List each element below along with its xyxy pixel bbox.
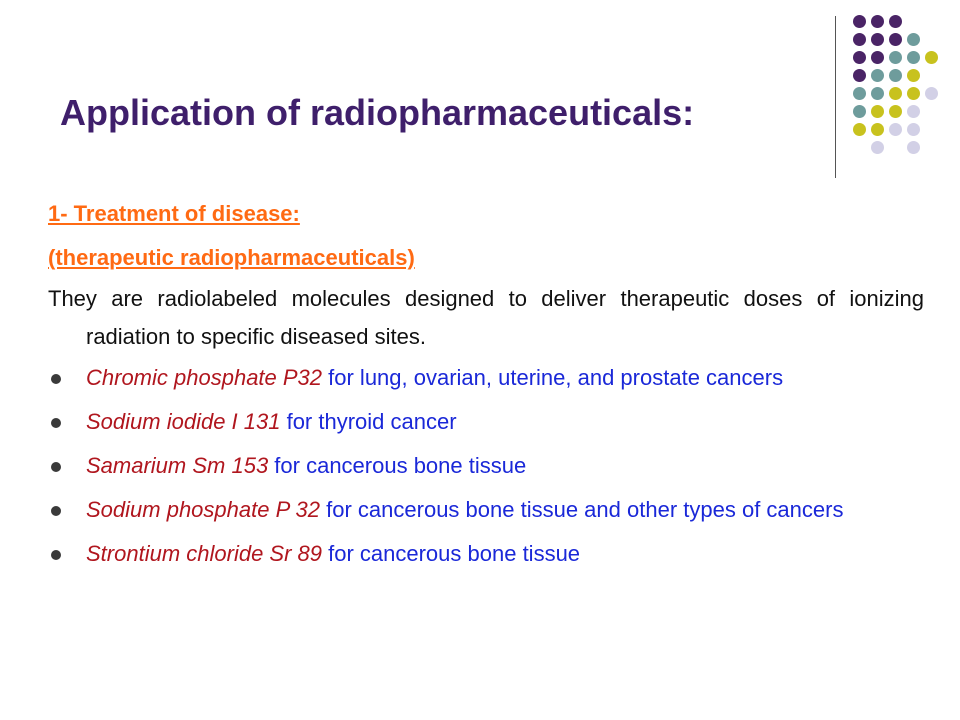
drug-name: Chromic phosphate P32 [86, 365, 329, 390]
drug-name: Sodium phosphate P 32 [86, 497, 321, 522]
dot [871, 15, 884, 28]
dot [853, 51, 866, 64]
drug-use: for cancerous bone tissue [322, 541, 581, 566]
dot [907, 105, 920, 118]
dot [871, 33, 884, 46]
drug-list [48, 364, 924, 568]
dot [889, 15, 902, 28]
section-heading: 1- Treatment of disease: [48, 201, 300, 226]
dot [889, 69, 902, 82]
dot [853, 33, 866, 46]
dot [871, 105, 884, 118]
list-item [48, 408, 924, 436]
dot [925, 87, 938, 100]
dot [889, 123, 902, 136]
drug-name: Strontium chloride Sr 89 [86, 541, 322, 566]
bullet-icon [51, 418, 61, 428]
dot [871, 69, 884, 82]
dot [889, 51, 902, 64]
drug-use: for lung, ovarian, uterine, and prostate cancers [328, 365, 784, 390]
dot [907, 69, 920, 82]
dot [853, 15, 866, 28]
bullet-icon [51, 506, 61, 516]
dot [889, 33, 902, 46]
dot [889, 87, 902, 100]
list-item [48, 452, 924, 480]
list-item [48, 540, 924, 568]
list-item [48, 364, 924, 392]
drug-name: Sodium iodide I 131 [86, 409, 281, 434]
bullet-icon [51, 374, 61, 384]
dot [925, 51, 938, 64]
list-item [48, 496, 924, 524]
dot [907, 33, 920, 46]
dot [907, 87, 920, 100]
slide-title: Application of radiopharmaceuticals: [60, 92, 695, 133]
dot [871, 123, 884, 136]
divider-line [835, 16, 836, 178]
dot [907, 51, 920, 64]
bullet-icon [51, 550, 61, 560]
dot [853, 105, 866, 118]
dot [853, 87, 866, 100]
dot [889, 105, 902, 118]
dot [907, 141, 920, 154]
drug-use: for cancerous bone tissue [268, 453, 527, 478]
dot [871, 141, 884, 154]
dot [853, 69, 866, 82]
dot [871, 87, 884, 100]
bullet-icon [51, 462, 61, 472]
section-subheading: (therapeutic radiopharmaceuticals) [48, 245, 415, 270]
drug-name: Samarium Sm 153 [86, 453, 269, 478]
slide-body [48, 192, 924, 584]
dot [907, 123, 920, 136]
dot [853, 123, 866, 136]
drug-use: for thyroid cancer [280, 409, 457, 434]
dot [871, 51, 884, 64]
section-paragraph: They are radiolabeled molecules designed to deliver therapeutic doses of ionizing radiation to specific diseased sites. [48, 286, 924, 349]
drug-use: for cancerous bone tissue and other types of cancers [320, 497, 844, 522]
